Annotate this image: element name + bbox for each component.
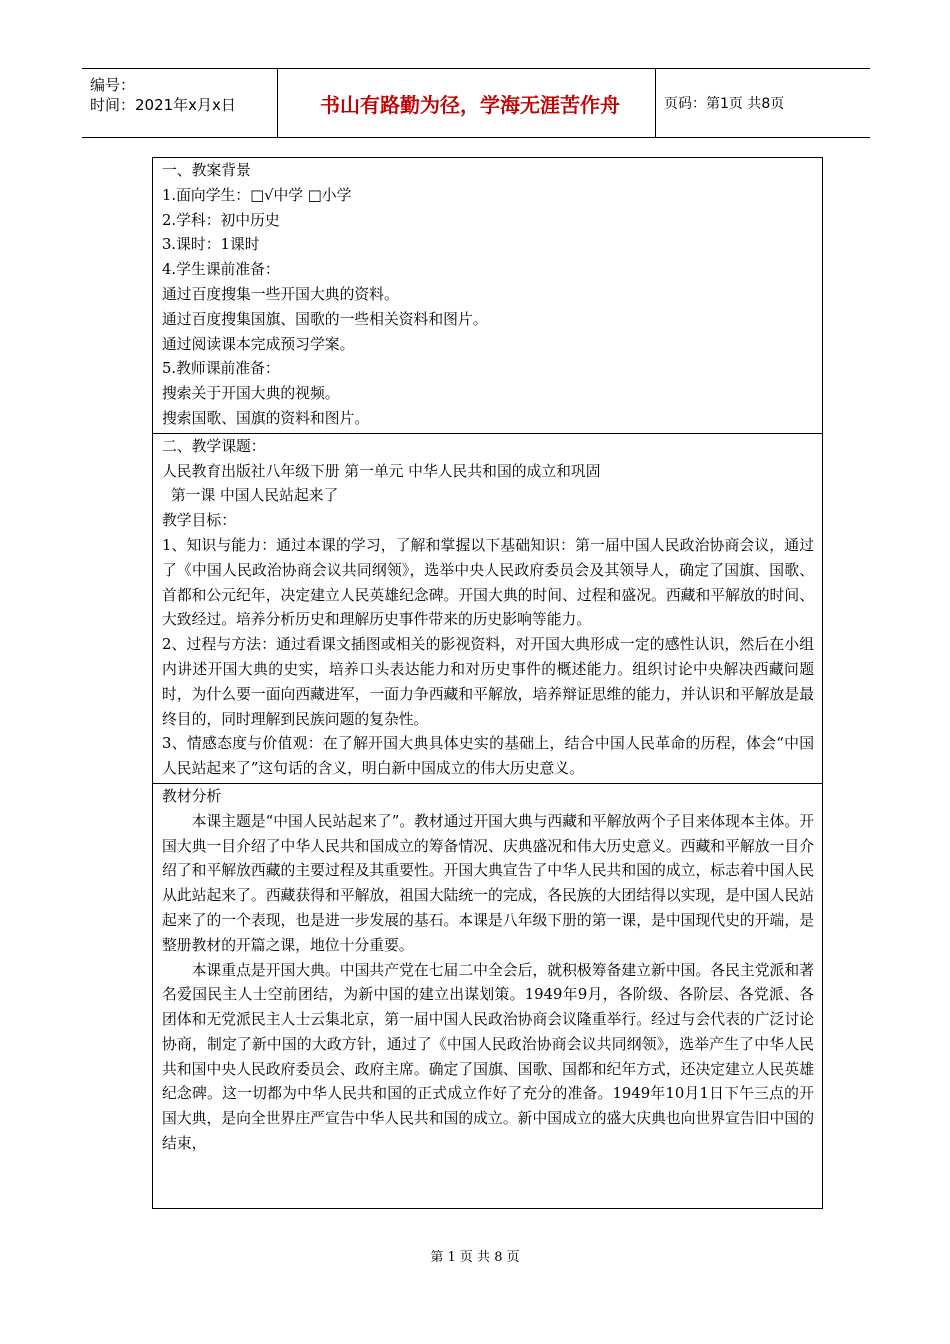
header-motto: 书山有路勤为径，学海无涯苦作舟 (320, 92, 620, 117)
header-meta (90, 75, 236, 115)
lesson-plan-table (152, 157, 823, 1209)
goal-values: 3、情感态度与价值观：在了解开国大典具体史实的基础上，结合中国人民革命的历程，体会“中国人民站起来了”这句话的含义，明白新中国成立的伟大历史意义。 (162, 735, 814, 778)
analysis-paragraph: 本课主题是“中国人民站起来了”。教材通过开国大典与西藏和平解放两个子目来体现本主体。开国大典一目介绍了中华人民共和国成立的筹备情况、庆典盛况和伟大历史意义。西藏和平解放一目介绍了和平解放西藏的主要过程及其重要性。开国大典宣告了中华人民共和国的成立，标志着中国人民从此站起来了。西藏获得和平解放，祖国大陆统一的完成，各民族的大团结得以实现，是中国人民站起来了的一个表现，也是进一步发展的基石。本课是八年级下册的第一课，是中国现代史的开端，是整册教材的开篇之课，地位十分重要。 (162, 812, 814, 954)
section-analysis (153, 784, 822, 1158)
teacher-prep-item: 搜索国歌、国旗的资料和图片。 (162, 409, 370, 427)
student-prep-item: 通过百度搜集国旗、国歌的一些相关资料和图片。 (162, 310, 488, 328)
target-students: 1.面向学生：□√中学 □小学 (162, 186, 352, 204)
time-label: 时间：2021年x月x日 (90, 96, 236, 114)
section-title: 教材分析 (162, 787, 222, 805)
goals-title: 教学目标： (162, 512, 236, 530)
section-background (153, 158, 822, 434)
subject: 2.学科：初中历史 (162, 211, 280, 229)
class-hours: 3.课时：1课时 (162, 236, 260, 254)
page-footer: 第 1 页 共 8 页 (430, 1250, 520, 1265)
page-header (82, 68, 870, 138)
serial-label: 编号： (90, 76, 136, 94)
page-info: 页码：第1页 共8页 (664, 96, 785, 112)
section-topic (153, 434, 822, 784)
analysis-paragraph: 本课重点是开国大典。中国共产党在七届二中全会后，就积极筹备建立新中国。各民主党派和著名爱国民主人士空前团结，为新中国的建立出谋划策。1949年9月，各阶级、各阶层、各党派、各团体和无党派民主人士云集北京，第一届中国人民政治协商会议隆重举行。经过与会代表的广泛讨论协商，制定了新中国的大政方针，通过了《中国人民政治协商会议共同纲领》，选举产生了中华人民共和国中央人民政府委员会、政府主席。确定了国旗、国歌、国都和纪年方式，还决定建立人民英雄纪念碑。这一切都为中华人民共和国的正式成立作好了充分的准备。1949年10月1日下午三点的开国大典，是向全世界庄严宣告中华人民共和国的成立。新中国成立的盛大庆典也向世界宣告旧中国的结束， (162, 961, 814, 1153)
teacher-prep-item: 搜索关于开国大典的视频。 (162, 385, 340, 403)
header-divider (277, 69, 278, 137)
student-prep-title: 4.学生课前准备： (162, 261, 280, 279)
header-divider (655, 69, 656, 137)
teacher-prep-title: 5.教师课前准备： (162, 360, 280, 378)
student-prep-item: 通过百度搜集一些开国大典的资料。 (162, 285, 399, 303)
lesson-title: 第一课 中国人民站起来了 (170, 487, 339, 505)
section-title: 二、教学课题： (162, 437, 266, 455)
section-title: 一、教案背景 (162, 162, 251, 179)
goal-knowledge: 1、知识与能力：通过本课的学习，了解和掌握以下基础知识：第一届中国人民政治协商会议，通过了《中国人民政治协商会议共同纲领》，选举中央人民政府委员会及其领导人，确定了国旗、国歌、首都和公元纪年，决定建立人民英雄纪念碑。开国大典的时间、过程和盛况。西藏和平解放的时间、大致经过。培养分析历史和理解历史事件带来的历史影响等能力。 (162, 536, 814, 629)
student-prep-item: 通过阅读课本完成预习学案。 (162, 335, 355, 353)
goal-process: 2、过程与方法：通过看课文插图或相关的影视资料，对开国大典形成一定的感性认识，然后在小组内讲述开国大典的史实，培养口头表达能力和对历史事件的概述能力。组织讨论中央解决西藏问题时，为什么要一面向西藏进军，一面力争西藏和平解放，培养辩证思维的能力，并认识和平解放是最终目的，同时理解到民族问题的复杂性。 (162, 636, 814, 728)
textbook-info: 人民教育出版社八年级下册 第一单元 中华人民共和国的成立和巩固 (162, 462, 601, 480)
